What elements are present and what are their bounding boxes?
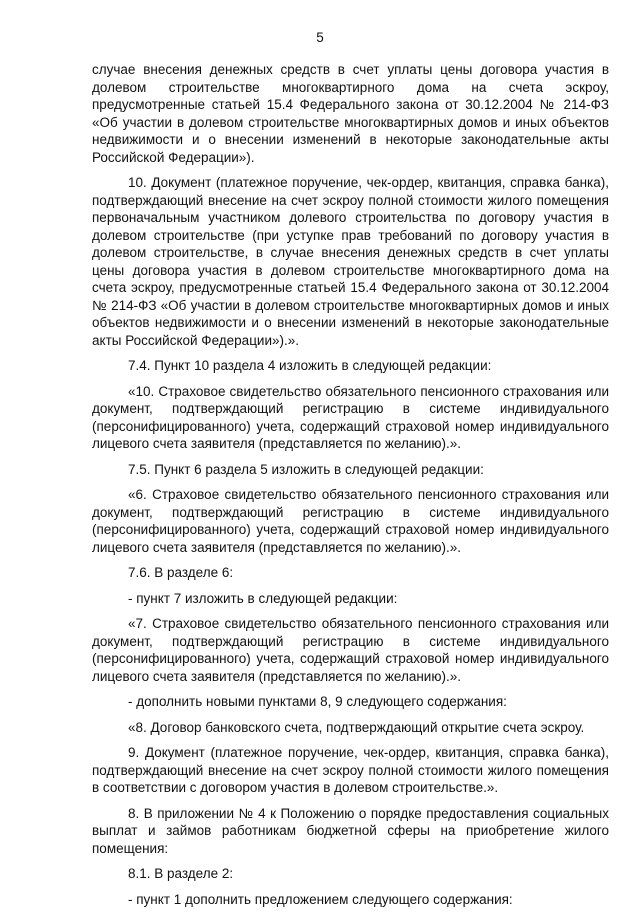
paragraph-item-10-insurance: «10. Страховое свидетельство обязательного пенсионного страхования или документ, подтверждающий регистрацию в системе индивидуального (персонифицированного) учета, содержащий страховой номер индивидуального лицевого счета заявителя (представляется по желанию).». [92, 383, 609, 451]
paragraph-item-7-instruction: - пункт 7 изложить в следующей редакции: [128, 590, 398, 606]
paragraph-7-4: 7.4. Пункт 10 раздела 4 изложить в следующей редакции: [128, 358, 492, 373]
document-body [92, 61, 609, 916]
paragraph-item-1-addition: - пункт 1 дополнить предложением следующего содержания: [128, 891, 513, 907]
paragraph-7-6: 7.6. В разделе 6: [128, 565, 234, 580]
page-number: 5 [316, 30, 324, 45]
paragraph-item-6-insurance: «6. Страховое свидетельство обязательного пенсионного страхования или документ, подтверждающий регистрацию в системе индивидуального (персонифицированного) учета, содержащий страховой номер индивидуального лицевого счета заявителя (представляется по желанию).». [92, 487, 609, 555]
paragraph-8-1: 8.1. В разделе 2: [128, 866, 234, 881]
paragraph-item-8-bank-account: «8. Договор банковского счета, подтверждающий открытие счета эскроу. [128, 719, 585, 735]
paragraph-item-9-escrow-payment: 9. Документ (платежное поручение, чек-ордер, квитанция, справка банка), подтверждающий внесение на счет эскроу полной стоимости жилого помещения в соответствии с договором участия в долевом строительстве.». [92, 745, 609, 795]
paragraph-item-10-escrow-payment: 10. Документ (платежное поручение, чек-ордер, квитанция, справка банка), подтверждающий внесение на счет эскроу полной стоимости жилого помещения первоначальным участником долевого строительства по договору участия в долевом строительстве (при уступке прав требований по договору участия в долевом строительстве, в случае внесения денежных средств в счет уплаты цены договора участия в долевом строительстве многоквартирного дома на счета эскроу, предусмотренные статьей 15.4 Федерального закона от 30.12.2004 № 214-ФЗ «Об участии в долевом строительстве многоквартирных домов и иных объектов недвижимости и о внесении изменений в некоторые законодательные акты Российской Федерации»).». [92, 175, 609, 348]
paragraph-8-appendix-4: 8. В приложении № 4 к Положению о порядке предоставления социальных выплат и займов работникам бюджетной сферы на приобретение жилого помещения: [92, 805, 609, 856]
paragraph-7-5: 7.5. Пункт 6 раздела 5 изложить в следующей редакции: [128, 461, 484, 477]
paragraph-add-items-8-9: - дополнить новыми пунктами 8, 9 следующего содержания: [128, 694, 507, 709]
paragraph-item-7-insurance: «7. Страховое свидетельство обязательного пенсионного страхования или документ, подтверждающий регистрацию в системе индивидуального (персонифицированного) учета, содержащий страховой номер индивидуального лицевого счета заявителя (представляется по желанию).». [92, 616, 609, 684]
paragraph-continuation: случае внесения денежных средств в счет уплаты цены договора участия в долевом строительстве многоквартирного дома на счета эскроу, предусмотренные статьей 15.4 Федерального закона от 30.12.2004 № 214-ФЗ «Об участии в долевом строительстве многоквартирных домов и иных объектов недвижимости и о внесении изменений в некоторые законодательные акты Российской Федерации»). [92, 62, 609, 165]
